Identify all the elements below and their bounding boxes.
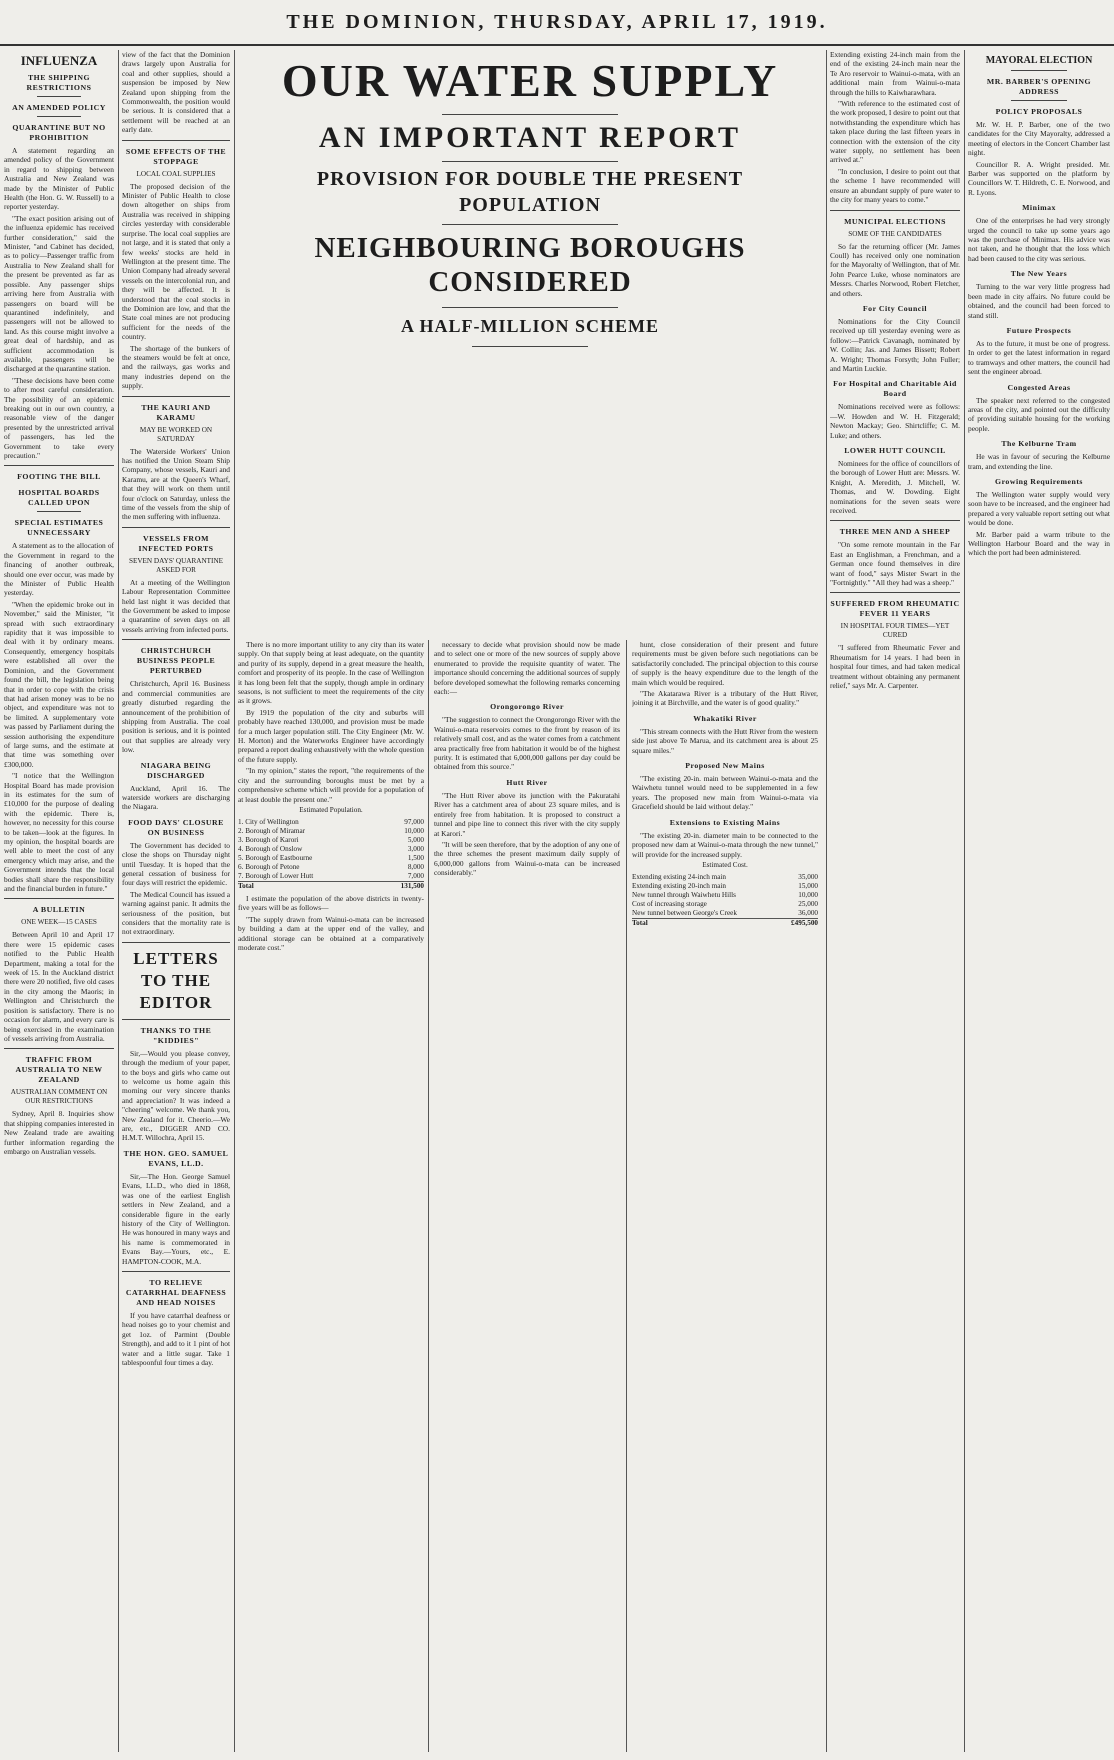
table-cell-value: 7,000 bbox=[407, 871, 424, 880]
column-elections bbox=[830, 50, 960, 1752]
worked-saturday-head: MAY BE WORKED ON SATURDAY bbox=[139, 425, 213, 443]
stoppage-head: SOME EFFECTS OF THE STOPPAGE bbox=[125, 146, 227, 166]
table-cell-value: 5,000 bbox=[407, 835, 424, 844]
table-cell-name: 5. Borough of Eastbourne bbox=[238, 853, 313, 862]
bulletin-head: A BULLETIN bbox=[32, 905, 86, 915]
article-paragraph: A statement as to the allocation of the Government in regard to the financing of another outbreak, should one ever occur, was made by the Minister of Public Health yesterday. bbox=[4, 541, 114, 598]
article-paragraph: The shortage of the bunkers of the steamers would be felt at once, and the railways, gas works and many industries depend on the supply. bbox=[122, 343, 230, 391]
article-paragraph: He was in favour of securing the Kelburne tram, and extending the line. bbox=[968, 452, 1110, 471]
column-rule bbox=[428, 640, 429, 1752]
table-row bbox=[238, 863, 424, 872]
article-paragraph: Nominations for the City Council received up till yesterday evening were as follow:—Patrick Cavanagh, nominated by W. Collin; Jas. and James Bissett; Robert A. Wright; Thomas Forsyth; John Fuller; and Martin Luckie. bbox=[830, 316, 960, 373]
article-paragraph: "The suggestion to connect the Orongorongo River with the Wainui-o-mata reservoirs comes to the front by reason of its relatively small cost, and as the water comes from a catchment area practically free from habitation it would be of the highest purity. It is estimated that 6,000,000 gallons per day could be obtained from this source." bbox=[434, 715, 620, 772]
article-paragraph: "The Akatarawa River is a tributary of the Hutt River, joining it at Birchville, and the water is of good quality." bbox=[632, 689, 818, 708]
column-rule bbox=[118, 50, 119, 1752]
column-rule bbox=[234, 50, 235, 1752]
table-cell-value: 25,000 bbox=[798, 899, 818, 908]
table-cell-name: 2. Borough of Miramar bbox=[238, 826, 306, 835]
table-cell-value: 3,000 bbox=[407, 844, 424, 853]
hospital-board-head: For Hospital and Charitable Aid Board bbox=[833, 379, 957, 399]
table-row bbox=[238, 818, 424, 827]
population-head: POPULATION bbox=[459, 194, 601, 216]
provision-head: PROVISION FOR DOUBLE THE PRESENT bbox=[316, 168, 744, 190]
table-cell-name: 1. City of Wellington bbox=[238, 817, 299, 826]
article-paragraph: "I notice that the Wellington Hospital Board has made provision in its estimates for the sum of £10,000 for the purpose of dealing with the epidemic. There is, however, no necessity for this course to be taken—look at the figures. In my opinion, the hospital boards are well able to meet the cost of any emergency which may arise, and the Government intends that the local bodies shall share the responsibility and the financial burden in future." bbox=[4, 771, 114, 894]
article-paragraph: The Wellington water supply would very soon have to be increased, and the engineer had prepared a very valuable report setting out what would be done. bbox=[968, 489, 1110, 528]
article-paragraph: The proposed decision of the Minister of Public Health to close down altogether on ships from Australia was received in shipping circles yesterday with considerable surprise. The local coal supplies are not large, and it is stated that only a few weeks' stocks are held in Wellington at the present time. The Union Company had already several vessels on the intercolonial run, and they will be affected. It is understood that the coal stocks in the Dominion are low, and that the State coal mines are not producing sufficient for the needs of the country. bbox=[122, 181, 230, 342]
table-cell-value: 1,500 bbox=[407, 853, 424, 862]
rheumatic-head: SUFFERED FROM RHEUMATIC FEVER 11 YEARS bbox=[830, 599, 960, 619]
article-paragraph: "It will be seen therefore, that by the adoption of any one of the three schemes the present maximum daily supply of 6,000,000 gallons from Wainui-o-mata can be increased considerably." bbox=[434, 839, 620, 878]
table-row bbox=[632, 882, 818, 891]
hospital-times-head: IN HOSPITAL FOUR TIMES—YET CURED bbox=[840, 622, 950, 640]
table-cell-name: Cost of increasing storage bbox=[632, 899, 707, 908]
table-row bbox=[238, 872, 424, 882]
kauri-karamu-head: THE KAURI AND KARAMU bbox=[141, 402, 211, 422]
water-report-columns bbox=[236, 640, 820, 1752]
whakatiki-head: Whakatiki River bbox=[693, 713, 757, 723]
water-report-col-1 bbox=[238, 640, 424, 1752]
seven-days-head: SEVEN DAYS' QUARANTINE ASKED FOR bbox=[128, 556, 224, 574]
table-row bbox=[632, 909, 818, 919]
table-cell-name: New tunnel between George's Creek bbox=[632, 908, 737, 917]
article-paragraph: Christchurch, April 16. Business and commercial communities are greatly disturbed regarding the announcement of the prohibition of shipping from Australia. The coal position is serious, and it is pointed out that supplies are already very low. bbox=[122, 679, 230, 755]
orongorongo-head: Orongorongo River bbox=[490, 702, 564, 712]
article-paragraph: "The existing 20-in. diameter main to be connected to the proposed new dam at Wainui-o-mata through the new tunnel," will provide for the increased supply. bbox=[632, 830, 818, 859]
policy-proposals-head: POLICY PROPOSALS bbox=[995, 107, 1083, 116]
article-paragraph: I estimate the population of the above districts in twenty-five years will be as follows— bbox=[238, 893, 424, 913]
half-million-head: A HALF-MILLION SCHEME bbox=[400, 316, 660, 336]
water-supply-banner bbox=[238, 50, 822, 640]
minimax-head: Minimax bbox=[1022, 203, 1056, 213]
article-paragraph: Mr. W. H. P. Barber, one of the two candidates for the City Mayoralty, addressed a meeting of electors in the Concert Chamber last night. bbox=[968, 120, 1110, 158]
hutt-river-head: Hutt River bbox=[506, 777, 548, 787]
table-total-value: 131,500 bbox=[380, 881, 424, 891]
candidates-head: SOME OF THE CANDIDATES bbox=[848, 229, 942, 238]
article-paragraph: So far the returning officer (Mr. James Coull) has received only one nomination for the Mayoralty of Wellington, that of Mr. John Pearce Luke, whose nominators are Messrs. Charles Norwood, Robert Fletcher, and others. bbox=[830, 241, 960, 298]
article-paragraph: "The exact position arising out of the influenza epidemic has received further consideration," said the Minister, "and Cabinet has decided, as to policy—Passenger traffic from Australia to New Zealand shall for the present be prevented as far as possible. Any passenger ships arriving here from Australia with passengers on board will be quarantined indefinitely, and passengers will not be allowed to land. As this course might involve a great deal of hardship, and as sufficient accommodation is available, passengers will be discharged at the quarantine station. bbox=[4, 213, 114, 374]
future-prospects-head: Future Prospects bbox=[1006, 325, 1072, 335]
article-paragraph: There is no more important utility to any city than its water supply. On that supply being at least adequate, on the quantity and purity of its supply, depend in a great measure the health, comfort and prosperity of its people. In the case of Wellington it has long been felt that the supply, though ample in ordinary seasons, is not sufficient to meet the requirements of the city as it grows. bbox=[238, 640, 424, 706]
article-paragraph: necessary to decide what provision should now be made and to select one or more of the new sources of supply above enumerated to provide the requisite quantity of water. The importance should concerning the additional sources of supply before developed somewhat the following remarks concerning each:— bbox=[434, 640, 620, 697]
column-influenza bbox=[4, 50, 114, 1752]
table-cell-name: 7. Borough of Lower Hutt bbox=[238, 871, 314, 880]
shipping-restrictions-head: THE SHIPPING RESTRICTIONS bbox=[26, 73, 92, 92]
article-paragraph: One of the enterprises he had very strongly urged the council to take up some years ago was the purchase of Minimax. His advice was not taken, and he thought that the loss which had been caused to the city was serious. bbox=[968, 216, 1110, 263]
footing-bill-head: FOOTING THE BILL bbox=[17, 472, 101, 482]
influenza-headline: INFLUENZA bbox=[20, 53, 98, 68]
water-report-col-3 bbox=[632, 640, 818, 1752]
amended-policy-head: AN AMENDED POLICY bbox=[12, 103, 106, 112]
city-council-head: For City Council bbox=[862, 303, 928, 313]
table-cell-name: 3. Borough of Karori bbox=[238, 835, 299, 844]
column-rule bbox=[626, 640, 627, 1752]
barber-address-head: MR. BARBER'S OPENING ADDRESS bbox=[986, 77, 1092, 96]
table-total-value: £495,500 bbox=[780, 918, 818, 928]
growing-requirements-head: Growing Requirements bbox=[995, 476, 1083, 486]
article-paragraph: view of the fact that the Dominion draws largely upon Australia for coal and other supplies, should a suspension be imposed by New Zealand upon shipping from the Commonwealth, the position would be serious. It is considered that a settlement will be reached at an early date. bbox=[122, 50, 230, 135]
table-row bbox=[238, 854, 424, 863]
special-estimates-head: SPECIAL ESTIMATES UNNECESSARY bbox=[14, 518, 104, 538]
masthead bbox=[0, 0, 1114, 46]
kelburne-tram-head: The Kelburne Tram bbox=[1001, 439, 1077, 449]
extensions-head: Extensions to Existing Mains bbox=[669, 817, 781, 827]
important-report-head: AN IMPORTANT REPORT bbox=[318, 121, 742, 154]
article-paragraph: Between April 10 and April 17 there were 15 epidemic cases notified to the Public Health Department, making a total for the week of 15. In the Auckland district there were 20 notified, five old cases in the city among the Maoris; in Wellington and Christchurch the position is satisfactory. There is no occasion for alarm, and every care is being exercised in the examination of vessels arriving from Australia. bbox=[4, 930, 114, 1043]
article-paragraph: "When the epidemic broke out in November," said the Minister, "it spread with such extraordinary rapidity that it was impossible to deal with it by ordinary means. Consequently, emergency hospitals were established all over the Dominion, and the Government found the bill, the legislation being that in order to cope with the crisis that had arisen money was to be no object, and expenditure was not to be limited. A supplementary vote was passed by Parliament during the session authorising the expenditure of large sums, and the estimate at that time was something over £300,000. bbox=[4, 599, 114, 769]
table-cell-name: Extending existing 24-inch main bbox=[632, 872, 727, 881]
article-paragraph: Sydney, April 8. Inquiries show that shipping companies interested in New Zealand trade are awaiting further information regarding the embargo on Australian vessels. bbox=[4, 1109, 114, 1156]
article-paragraph: "In conclusion, I desire to point out that the scheme I have recommended will ensure an abundant supply of pure water to the city for many years to come." bbox=[830, 166, 960, 205]
table-row bbox=[632, 891, 818, 900]
cost-table bbox=[632, 873, 818, 928]
article-paragraph: "The supply drawn from Wainui-o-mata can be increased by building a dam at the upper end of the valley, and additional storage can be obtained at a comparatively moderate cost." bbox=[238, 914, 424, 952]
lower-hutt-head: LOWER HUTT COUNCIL bbox=[844, 446, 946, 455]
article-paragraph: "This stream connects with the Hutt River from the western side just above Te Marua, and its catchment area is about 25 square miles." bbox=[632, 726, 818, 755]
table-row bbox=[238, 836, 424, 845]
population-table bbox=[238, 818, 424, 891]
table-cell-value: 35,000 bbox=[798, 872, 818, 881]
article-paragraph: Nominations received were as follows:—W. Howden and W. H. Fitzgerald; Newton Mackay; Geo. Shirtcliffe; C. M. Luke; and others. bbox=[830, 402, 960, 440]
advert-paragraph: If you have catarrhal deafness or head noises go to your chemist and get 1oz. of Parmint (Double Strength), and add to it 1 pint of hot water and a little sugar. Take 1 tablespoonful four times a day. bbox=[122, 1310, 230, 1367]
one-week-head: ONE WEEK—15 CASES bbox=[21, 918, 97, 927]
christchurch-head: CHRISTCHURCH BUSINESS PEOPLE PERTURBED bbox=[136, 646, 216, 676]
congested-areas-head: Congested Areas bbox=[1007, 382, 1071, 392]
new-years-head: The New Years bbox=[1010, 269, 1068, 279]
article-paragraph: Auckland, April 16. The waterside workers are discharging the Niagara. bbox=[122, 783, 230, 812]
table-cell-value: 97,000 bbox=[404, 817, 424, 826]
column-rule bbox=[964, 50, 965, 1752]
article-paragraph: The speaker next referred to the congested areas of the city, and pointed out the difficulty of providing suitable housing for the working people. bbox=[968, 395, 1110, 433]
letter-paragraph: Sir,—Would you please convey, through the medium of your paper, to the boys and girls who came out to welcome us home again this morning our very sincere thanks and appreciation? It was indeed a "cheering" welcome. We thank you, New Zealand for it. Cheerio.—We are, etc., DIGGER AND CO. H.M.T. Willochra, April 15. bbox=[122, 1048, 230, 1143]
table-cell-value: 15,000 bbox=[798, 881, 818, 890]
population-table-title: Estimated Population. bbox=[299, 805, 363, 814]
article-paragraph: The Medical Council has issued a warning against panic. It admits the seriousness of the position, but considers that the mortality rate is not extraordinary. bbox=[122, 889, 230, 937]
mayoral-election-headline: MAYORAL ELECTION bbox=[985, 55, 1093, 66]
water-report-col-2 bbox=[434, 640, 620, 1752]
article-paragraph: Extending existing 24-inch main from the end of the existing 24-inch main near the Te Aro reservoir to Wainui-o-mata, with an additional main from Wainui-o-mata through the hills to Kaiwharawhara. bbox=[830, 50, 960, 97]
article-paragraph: "With reference to the estimated cost of the work proposed, I desire to point out that notwithstanding the expenditure which has taken place during the last fifteen years in connection with the extension of the city water supply, no settlement has been arrived at." bbox=[830, 99, 960, 165]
column-rule bbox=[826, 50, 827, 1752]
food-days-head: FOOD DAYS' CLOSURE ON BUSINESS bbox=[128, 817, 224, 837]
article-paragraph: Councillor R. A. Wright presided. Mr. Barber was supported on the platform by Councillors W. T. Hildreth, C. E. Norwood, and R. Lyons. bbox=[968, 159, 1110, 197]
letter-paragraph: Sir,—The Hon. George Samuel Evans, LL.D., who died in 1868, was one of the earliest English settlers in New Zealand, and a considerable figure in the early history of the City of Wellington. He was honoured in many ways and his name is commemorated in Evans Bay.—Yours, etc., E. HAMPTON-COOK, M.A. bbox=[122, 1171, 230, 1266]
article-paragraph: At a meeting of the Wellington Labour Representation Committee held last night it was decided that the Government be asked to impose a quarantine of seven days on all vessels arriving from infected ports. bbox=[122, 577, 230, 634]
table-cell-value: 10,000 bbox=[798, 890, 818, 899]
table-cell-name: 4. Borough of Onslow bbox=[238, 844, 303, 853]
article-paragraph: As to the future, it must be one of progress. In order to get the latest information in regard to tramways and other matters, the council had sent the engineer abroad. bbox=[968, 338, 1110, 377]
article-paragraph: A statement regarding an amended policy of the Government in regard to shipping between Australia and New Zealand was made by the Minister of Public Health (the Hon. G. W. Russell) to a reporter yesterday. bbox=[4, 146, 114, 212]
article-paragraph: Turning to the war very little progress had been made in city affairs. No future could be obtained, and the council had been forced to stand still. bbox=[968, 282, 1110, 320]
municipal-elections-head: MUNICIPAL ELECTIONS bbox=[844, 216, 946, 226]
column-mayoral bbox=[968, 50, 1110, 1752]
three-men-head: THREE MEN AND A SHEEP bbox=[839, 527, 951, 537]
infected-ports-head: VESSELS FROM INFECTED PORTS bbox=[138, 533, 214, 553]
article-paragraph: "On some remote mountain in the Far East an Englishman, a Frenchman, and a German once found themselves in dire want of food," says Mister Swart in the "Fortnightly." "All they had was a sheep." bbox=[830, 540, 960, 588]
table-row bbox=[238, 845, 424, 854]
evans-head: THE HON. GEO. SAMUEL EVANS, LL.D. bbox=[123, 1148, 229, 1168]
article-paragraph: "In my opinion," states the report, "the requirements of the city and the surrounding boroughs must be met by a comprehensive scheme which will provide for a population of at least double the present one." bbox=[238, 766, 424, 804]
table-total-label: Total bbox=[238, 881, 380, 891]
article-paragraph: "The Hutt River above its junction with the Pakuratahi River has a catchment area of about 23 square miles, and is entirely free from habitation. It is proposed to construct a tunnel and pipe line to connect this river with the city supply at Karori." bbox=[434, 790, 620, 838]
table-cell-value: 8,000 bbox=[407, 862, 424, 871]
table-row bbox=[632, 873, 818, 882]
advert-paragraph: "I suffered from Rheumatic Fever and Rheumatism for 14 years. I had been in hospital four times, and had taken medical treatment without obtaining any permanent relief," says Mr. A. Carpenter. bbox=[830, 643, 960, 691]
table-cell-name: 6. Borough of Petone bbox=[238, 862, 300, 871]
table-total-label: Total bbox=[632, 918, 780, 928]
table-cell-value: 36,000 bbox=[798, 908, 818, 917]
catarrh-head: TO RELIEVE CATARRHAL DEAFNESS AND HEAD NOISES bbox=[125, 1277, 227, 1307]
traffic-head: TRAFFIC FROM AUSTRALIA TO NEW ZEALAND bbox=[15, 1055, 103, 1085]
article-paragraph: hunt, close consideration of their present and future requirements must be given before such negotiations can be satisfactorily concluded. The principal objection to this course of supply is the heavy expenditure due to the length of the main which would be required. bbox=[632, 640, 818, 687]
table-cell-name: Extending existing 20-inch main bbox=[632, 881, 727, 890]
water-supply-headline: OUR WATER SUPPLY bbox=[281, 55, 779, 106]
australian-comment-head: AUSTRALIAN COMMENT ON OUR RESTRICTIONS bbox=[10, 1088, 108, 1106]
article-paragraph: "These decisions have been come to after most careful consideration. The possibility of an epidemic breaking out in our own country, a reasonable view of the danger presented by the unrestricted arrival of passengers, has led the Government to take every precaution." bbox=[4, 375, 114, 460]
table-row bbox=[238, 827, 424, 836]
article-paragraph: The Government has decided to close the shops on Thursday night until Tuesday. It is hoped that the general cessation of business for four days will restrict the epidemic. bbox=[122, 840, 230, 888]
new-mains-head: Proposed New Mains bbox=[685, 761, 765, 771]
quarantine-head: QUARANTINE BUT NO PROHIBITION bbox=[12, 123, 106, 142]
article-paragraph: Mr. Barber paid a warm tribute to the Wellington Harbour Board and the way in which the port had been administered. bbox=[968, 529, 1110, 558]
table-cell-value: 10,000 bbox=[404, 826, 424, 835]
article-paragraph: By 1919 the population of the city and suburbs will probably have reached 130,000, and provision must be made for a much larger population still. The City Engineer (Mr. W. H. Morton) and the Waterworks Engineer have accordingly prepared a report dealing exhaustively with the whole question of the future supply. bbox=[238, 707, 424, 764]
niagara-head: NIAGARA BEING DISCHARGED bbox=[140, 760, 212, 780]
considered-head: CONSIDERED bbox=[428, 266, 632, 298]
article-paragraph: "The existing 20-in. main between Wainui-o-mata and the Waiwhetu tunnel would need to be supplemented in a few years. The proposed new main from Wainui-o-mata via Gracefield should be laid without delay." bbox=[632, 774, 818, 812]
coal-supplies-head: LOCAL COAL SUPPLIES bbox=[136, 169, 216, 178]
masthead-title: THE DOMINION, THURSDAY, APRIL 17, 1919. bbox=[286, 11, 828, 33]
table-cell-name: New tunnel through Waiwhetu Hills bbox=[632, 890, 736, 899]
kiddies-head: THANKS TO THE "KIDDIES" bbox=[140, 1025, 212, 1045]
cost-table-title: Estimated Cost. bbox=[702, 860, 748, 869]
article-paragraph: Nominees for the office of councillors of the borough of Lower Hutt are: Messrs. W. Knight, A. Meredith, J. Mitchell, W. Thomas, and W. Dowding. Eight nominations for the seven seats were received. bbox=[830, 459, 960, 516]
hospital-boards-head: HOSPITAL BOARDS CALLED UPON bbox=[18, 488, 100, 508]
column-shipping bbox=[122, 50, 230, 1752]
article-paragraph: The Waterside Workers' Union has notified the Union Steam Ship Company, whose vessels, Kauri and Karamu, are at the Queen's Wharf, that they will work on them until four o'clock on Saturday, unless the time of the vessels from the ship of the men suffering with influenza. bbox=[122, 446, 230, 522]
neighbouring-head: NEIGHBOURING BOROUGHS bbox=[314, 232, 746, 264]
letters-headline: LETTERS TO THE EDITOR bbox=[133, 948, 219, 1012]
table-row bbox=[632, 900, 818, 909]
